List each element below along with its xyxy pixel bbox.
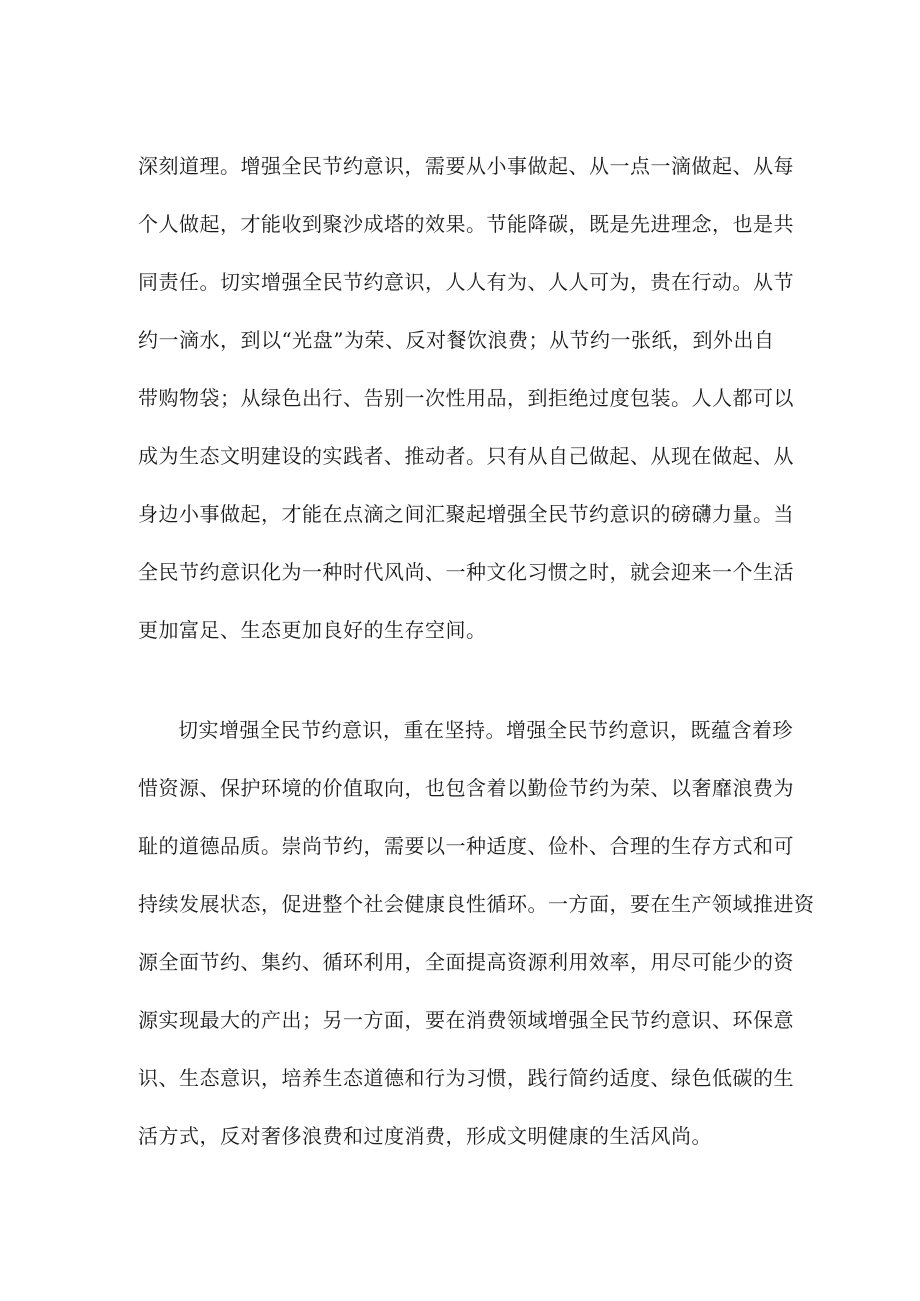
text-line: 源实现最大的产出；另一方面，要在消费领域增强全民节约意识、环保意: [138, 1008, 794, 1032]
text-line: 身边小事做起，才能在点滴之间汇聚起增强全民节约意识的磅礴力量。当: [138, 502, 794, 526]
text-line: 活方式，反对奢侈浪费和过度消费，形成文明健康的生活风尚。: [138, 1124, 712, 1148]
text-line: 约一滴水，到以“光盘”为荣、反对餐饮浪费；从节约一张纸，到外出自: [138, 328, 775, 352]
text-line: 个人做起，才能收到聚沙成塔的效果。节能降碳，既是先进理念，也是共: [138, 212, 794, 236]
text-line: 切实增强全民节约意识，重在坚持。增强全民节约意识，既蕴含着珍: [178, 718, 793, 742]
text-line: 耻的道德品质。崇尚节约，需要以一种适度、俭朴、合理的生存方式和可: [138, 834, 794, 858]
text-line: 成为生态文明建设的实践者、推动者。只有从自己做起、从现在做起、从: [138, 444, 794, 468]
text-line: 源全面节约、集约、循环利用，全面提高资源利用效率，用尽可能少的资: [138, 950, 794, 974]
text-line: 深刻道理。增强全民节约意识，需要从小事做起、从一点一滴做起、从每: [138, 154, 794, 178]
text-line: 全民节约意识化为一种时代风尚、一种文化习惯之时，就会迎来一个生活: [138, 560, 794, 584]
text-line: 持续发展状态，促进整个社会健康良性循环。一方面，要在生产领域推进资: [138, 892, 815, 916]
text-line: 同责任。切实增强全民节约意识，人人有为、人人可为，贵在行动。从节: [138, 270, 794, 294]
text-line: 带购物袋；从绿色出行、告别一次性用品，到拒绝过度包装。人人都可以: [138, 386, 794, 410]
text-line: 更加富足、生态更加良好的生存空间。: [138, 618, 487, 642]
text-line: 识、生态意识，培养生态道德和行为习惯，践行简约适度、绿色低碳的生: [138, 1066, 794, 1090]
text-line: 惜资源、保护环境的价值取向，也包含着以勤俭节约为荣、以奢靡浪费为: [138, 776, 794, 800]
